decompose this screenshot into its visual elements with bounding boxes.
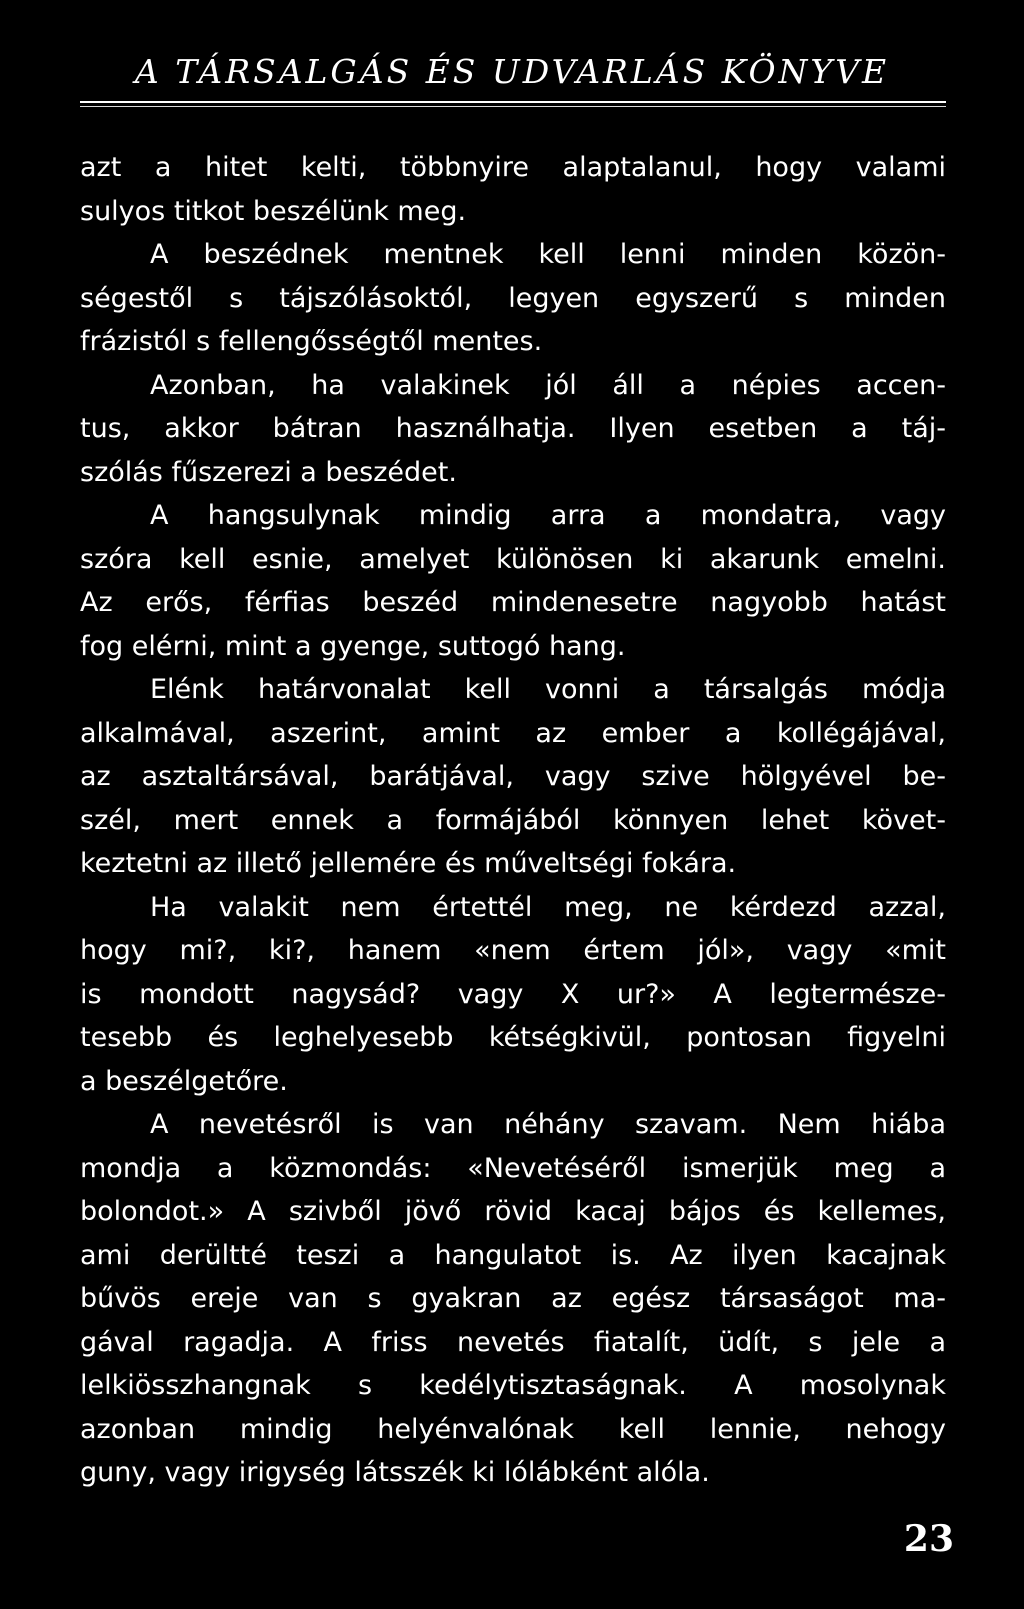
text-line: ami derültté teszi a hangulatot is. Az ilyen kacajnak [80,1239,946,1271]
text-line: azt a hitet kelti, többnyire alaptalanul, hogy valami [80,152,946,183]
text-line: A beszédnek mentnek kell lenni minden közön- [150,239,946,270]
text-line: az asztaltársával, barátjával, vagy szive hölgyével be- [80,761,946,792]
header-rule-top [80,101,946,103]
text-line: szóra kell esnie, amelyet különösen ki akarunk emelni. [80,543,946,575]
text-line: mondja a közmondás: «Nevetéséről ismerjük meg a [80,1152,946,1184]
text-line: szólás fűszerezi a beszédet. [80,456,457,488]
text-line: alkalmával, aszerint, amint az ember a kollégájával, [80,717,946,749]
text-line: bolondot.» A szivből jövő rövid kacaj bájos és kellemes, [80,1196,946,1227]
text-line: sulyos titkot beszélünk meg. [80,195,467,227]
text-line: bűvös ereje van s gyakran az egész társaságot ma- [80,1283,946,1314]
text-line: tesebb és leghelyesebb kétségkivül, pontosan figyelni [80,1022,946,1053]
text-line: tus, akkor bátran használhatja. Ilyen esetben a táj- [80,413,946,444]
text-line: A hangsulynak mindig arra a mondatra, vagy [150,500,946,531]
text-line: gával ragadja. A friss nevetés fiatalít, üdít, s jele a [80,1326,946,1358]
text-line: frázistól s fellengősségtől mentes. [80,326,543,357]
text-line: hogy mi?, ki?, hanem «nem értem jól», vagy «mit [80,935,946,966]
running-header: A TÁRSALGÁS ÉS UDVARLÁS KÖNYVE [134,52,890,91]
text-line: Ha valakit nem értettél meg, ne kérdezd azzal, [150,891,946,923]
text-line: keztetni az illető jellemére és műveltségi fokára. [80,848,737,879]
text-line: fog elérni, mint a gyenge, suttogó hang. [80,630,626,662]
text-line: szél, mert ennek a formájából könnyen lehet követ- [80,804,946,836]
text-line: guny, vagy irigység látsszék ki lólábként alóla. [80,1457,710,1488]
text-line: ségestől s tájszólásoktól, legyen egyszerű s minden [80,282,946,314]
text-line: Azonban, ha valakinek jól áll a népies accen- [150,369,946,401]
text-line: is mondott nagysád? vagy X ur?» A legtermésze- [80,978,946,1010]
text-line: Az erős, férfias beszéd mindenesetre nagyobb hatást [80,587,946,618]
text-line: a beszélgetőre. [80,1065,288,1097]
page-number: 23 [903,1518,954,1560]
text-line: A nevetésről is van néhány szavam. Nem hiába [150,1109,946,1140]
text-line: azonban mindig helyénvalónak kell lennie, nehogy [80,1413,946,1445]
text-line: lelkiösszhangnak s kedélytisztaságnak. A mosolynak [80,1370,946,1401]
text-line: Elénk határvonalat kell vonni a társalgás módja [150,674,946,705]
header-rule-bottom [80,106,946,107]
body-text [80,146,946,1495]
